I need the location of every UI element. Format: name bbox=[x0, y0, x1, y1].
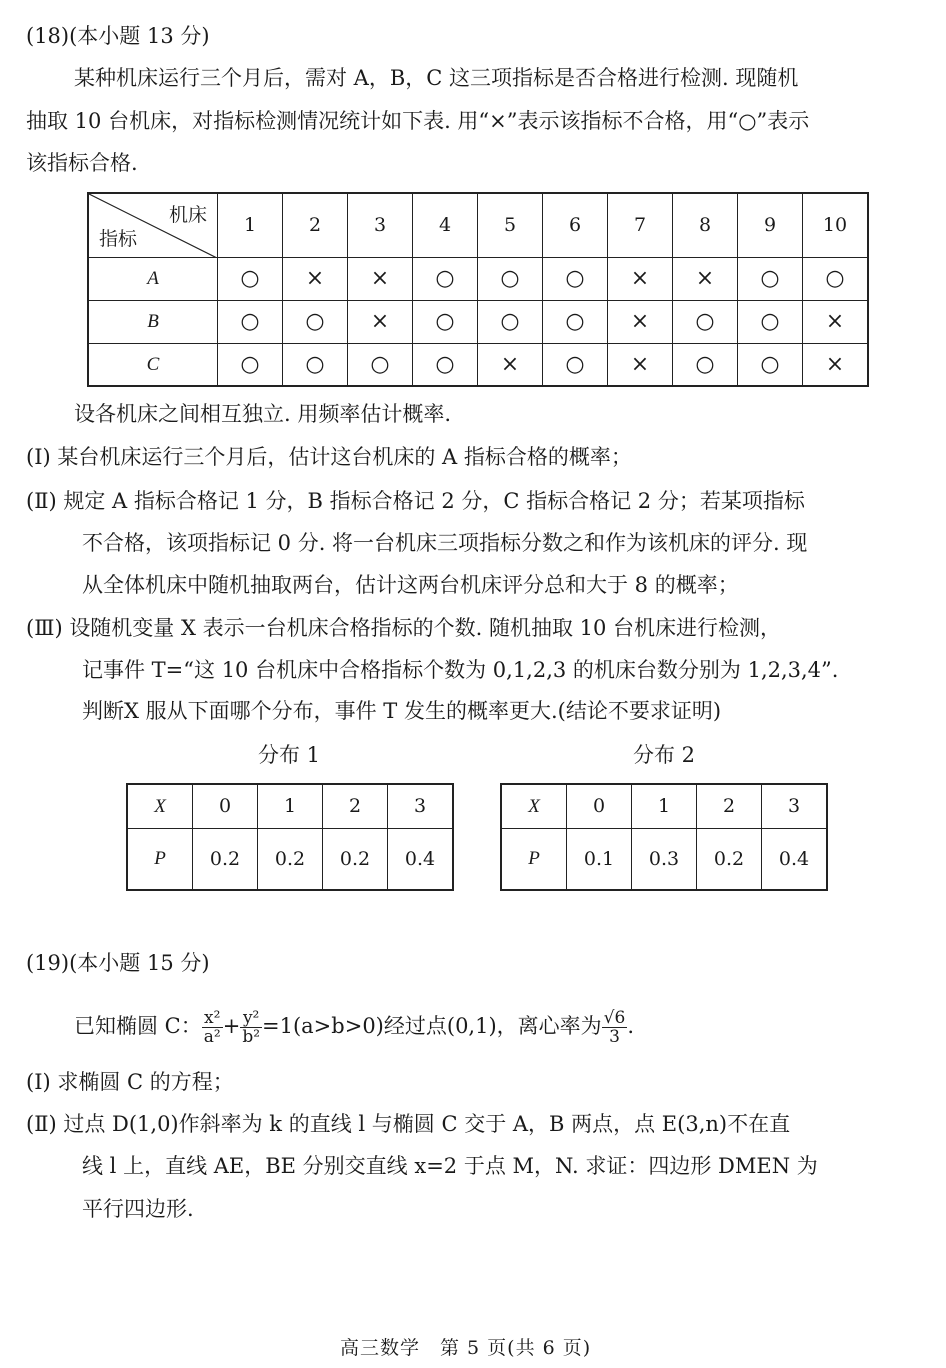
distribution1-title: 分布 1 bbox=[258, 743, 321, 767]
q18-intro-line2: 抽取 10 台机床，对指标检测情况统计如下表. 用“×”表示该指标不合格，用“○”表示 bbox=[26, 109, 810, 133]
p-value-cell: 0.2 bbox=[258, 828, 323, 890]
plus-sign: + bbox=[222, 1014, 241, 1038]
row-label: C bbox=[88, 343, 218, 386]
table-row bbox=[127, 828, 453, 890]
distribution2-table bbox=[500, 783, 828, 891]
table-row bbox=[501, 828, 827, 890]
result-cell: × bbox=[283, 257, 348, 300]
q18-part2-line3: 从全体机床中随机抽取两台，估计这两台机床评分总和大于 8 的概率； bbox=[82, 573, 739, 597]
q18-intro-line3: 该指标合格. bbox=[26, 151, 138, 175]
fraction-denominator: a² bbox=[203, 1027, 221, 1047]
x-value-cell: 3 bbox=[388, 784, 454, 828]
inspection-table bbox=[87, 192, 869, 387]
result-cell: ○ bbox=[218, 300, 283, 343]
fraction-eccentricity bbox=[602, 1009, 628, 1046]
column-header: 2 bbox=[283, 193, 348, 257]
column-header: 10 bbox=[803, 193, 869, 257]
result-cell: ○ bbox=[478, 257, 543, 300]
result-cell: × bbox=[348, 257, 413, 300]
q18-part3-line1: (Ⅲ) 设随机变量 X 表示一台机床合格指标的个数. 随机抽取 10 台机床进行检测， bbox=[26, 616, 782, 640]
table-row bbox=[88, 300, 868, 343]
p-value-cell: 0.4 bbox=[388, 828, 454, 890]
result-cell: ○ bbox=[543, 257, 608, 300]
result-cell: × bbox=[803, 300, 869, 343]
fraction-x-over-a bbox=[202, 1009, 223, 1046]
result-cell: ○ bbox=[543, 300, 608, 343]
distribution1-table bbox=[126, 783, 454, 891]
result-cell: ○ bbox=[413, 257, 478, 300]
q19-intro-end: . bbox=[627, 1014, 634, 1038]
result-cell: ○ bbox=[283, 300, 348, 343]
result-cell: × bbox=[673, 257, 738, 300]
q19-intro bbox=[74, 996, 634, 1056]
result-cell: ○ bbox=[348, 343, 413, 386]
result-cell: ○ bbox=[413, 343, 478, 386]
table-row bbox=[501, 784, 827, 828]
result-cell: × bbox=[608, 300, 673, 343]
result-cell: × bbox=[608, 343, 673, 386]
row-label: B bbox=[88, 300, 218, 343]
q18-part1: (Ⅰ) 某台机床运行三个月后，估计这台机床的 A 指标合格的概率； bbox=[26, 445, 632, 469]
q18-intro-line1: 某种机床运行三个月后，需对 A，B，C 这三项指标是否合格进行检测. 现随机 bbox=[74, 66, 799, 90]
table-row bbox=[127, 784, 453, 828]
result-cell: ○ bbox=[738, 257, 803, 300]
p-value-cell: 0.2 bbox=[193, 828, 258, 890]
q18-part3-line2: 记事件 T=“这 10 台机床中合格指标个数为 0,1,2,3 的机床台数分别为 1,2,3,4”. bbox=[82, 658, 839, 682]
result-cell: × bbox=[803, 343, 869, 386]
x-value-cell: 3 bbox=[762, 784, 828, 828]
q19-part2-line1: (Ⅱ) 过点 D(1,0)作斜率为 k 的直线 l 与椭圆 C 交于 A，B 两点，点 E(3,n)不在直 bbox=[26, 1112, 791, 1136]
q19-part1: (Ⅰ) 求椭圆 C 的方程； bbox=[26, 1070, 234, 1094]
q18-header: (18)(本小题 13 分) bbox=[26, 24, 210, 48]
column-header: 4 bbox=[413, 193, 478, 257]
q18-part2-line1: (Ⅱ) 规定 A 指标合格记 1 分，B 指标合格记 2 分，C 指标合格记 2 分；若某项指标 bbox=[26, 489, 805, 513]
column-header: 6 bbox=[543, 193, 608, 257]
x-value-cell: 0 bbox=[567, 784, 632, 828]
column-header: 7 bbox=[608, 193, 673, 257]
result-cell: ○ bbox=[738, 343, 803, 386]
p-value-cell: 0.3 bbox=[632, 828, 697, 890]
column-header: 9 bbox=[738, 193, 803, 257]
fraction-denominator: b² bbox=[242, 1027, 261, 1047]
column-header: 3 bbox=[348, 193, 413, 257]
row-label: A bbox=[88, 257, 218, 300]
q18-part2-line2: 不合格，该项指标记 0 分. 将一台机床三项指标分数之和作为该机床的评分. 现 bbox=[82, 531, 808, 555]
q18-part3-line3: 判断X 服从下面哪个分布，事件 T 发生的概率更大.(结论不要求证明) bbox=[82, 699, 722, 723]
result-cell: × bbox=[348, 300, 413, 343]
result-cell: ○ bbox=[543, 343, 608, 386]
row-label: P bbox=[501, 828, 567, 890]
p-value-cell: 0.2 bbox=[323, 828, 388, 890]
fraction-numerator: x² bbox=[202, 1009, 223, 1028]
result-cell: × bbox=[608, 257, 673, 300]
result-cell: ○ bbox=[283, 343, 348, 386]
corner-label-machine: 机床 bbox=[168, 204, 207, 226]
result-cell: ○ bbox=[218, 257, 283, 300]
x-value-cell: 2 bbox=[323, 784, 388, 828]
page-footer: 高三数学 第 5 页(共 6 页) bbox=[340, 1337, 592, 1359]
fraction-numerator: √6 bbox=[603, 1008, 626, 1028]
p-value-cell: 0.1 bbox=[567, 828, 632, 890]
result-cell: × bbox=[478, 343, 543, 386]
row-label: P bbox=[127, 828, 193, 890]
x-value-cell: 1 bbox=[258, 784, 323, 828]
result-cell: ○ bbox=[673, 300, 738, 343]
result-cell: ○ bbox=[738, 300, 803, 343]
x-value-cell: 1 bbox=[632, 784, 697, 828]
row-label: X bbox=[501, 784, 567, 828]
result-cell: ○ bbox=[413, 300, 478, 343]
column-header: 1 bbox=[218, 193, 283, 257]
fraction-y-over-b bbox=[240, 1009, 262, 1046]
q19-intro-middle: =1(a>b>0)经过点(0,1)，离心率为 bbox=[262, 1014, 602, 1038]
result-cell: ○ bbox=[218, 343, 283, 386]
q19-intro-prefix: 已知椭圆 C： bbox=[74, 1014, 202, 1038]
result-cell: ○ bbox=[478, 300, 543, 343]
table-row bbox=[88, 257, 868, 300]
q18-note: 设各机床之间相互独立. 用频率估计概率. bbox=[74, 402, 452, 426]
result-cell: ○ bbox=[803, 257, 869, 300]
fraction-denominator: 3 bbox=[609, 1027, 620, 1047]
result-cell: ○ bbox=[673, 343, 738, 386]
column-header: 5 bbox=[478, 193, 543, 257]
q19-header: (19)(本小题 15 分) bbox=[26, 951, 210, 975]
column-header: 8 bbox=[673, 193, 738, 257]
x-value-cell: 0 bbox=[193, 784, 258, 828]
x-value-cell: 2 bbox=[697, 784, 762, 828]
table-header-row bbox=[88, 193, 868, 257]
table-corner-cell bbox=[88, 193, 218, 257]
p-value-cell: 0.4 bbox=[762, 828, 828, 890]
fraction-numerator: y² bbox=[240, 1009, 262, 1028]
q19-part2-line3: 平行四边形. bbox=[82, 1197, 194, 1221]
q19-part2-line2: 线 l 上，直线 AE，BE 分别交直线 x=2 于点 M，N. 求证：四边形 DMEN 为 bbox=[82, 1154, 818, 1178]
row-label: X bbox=[127, 784, 193, 828]
corner-label-indicator: 指标 bbox=[99, 227, 138, 250]
distribution2-title: 分布 2 bbox=[633, 743, 696, 767]
table-row bbox=[88, 343, 868, 386]
p-value-cell: 0.2 bbox=[697, 828, 762, 890]
